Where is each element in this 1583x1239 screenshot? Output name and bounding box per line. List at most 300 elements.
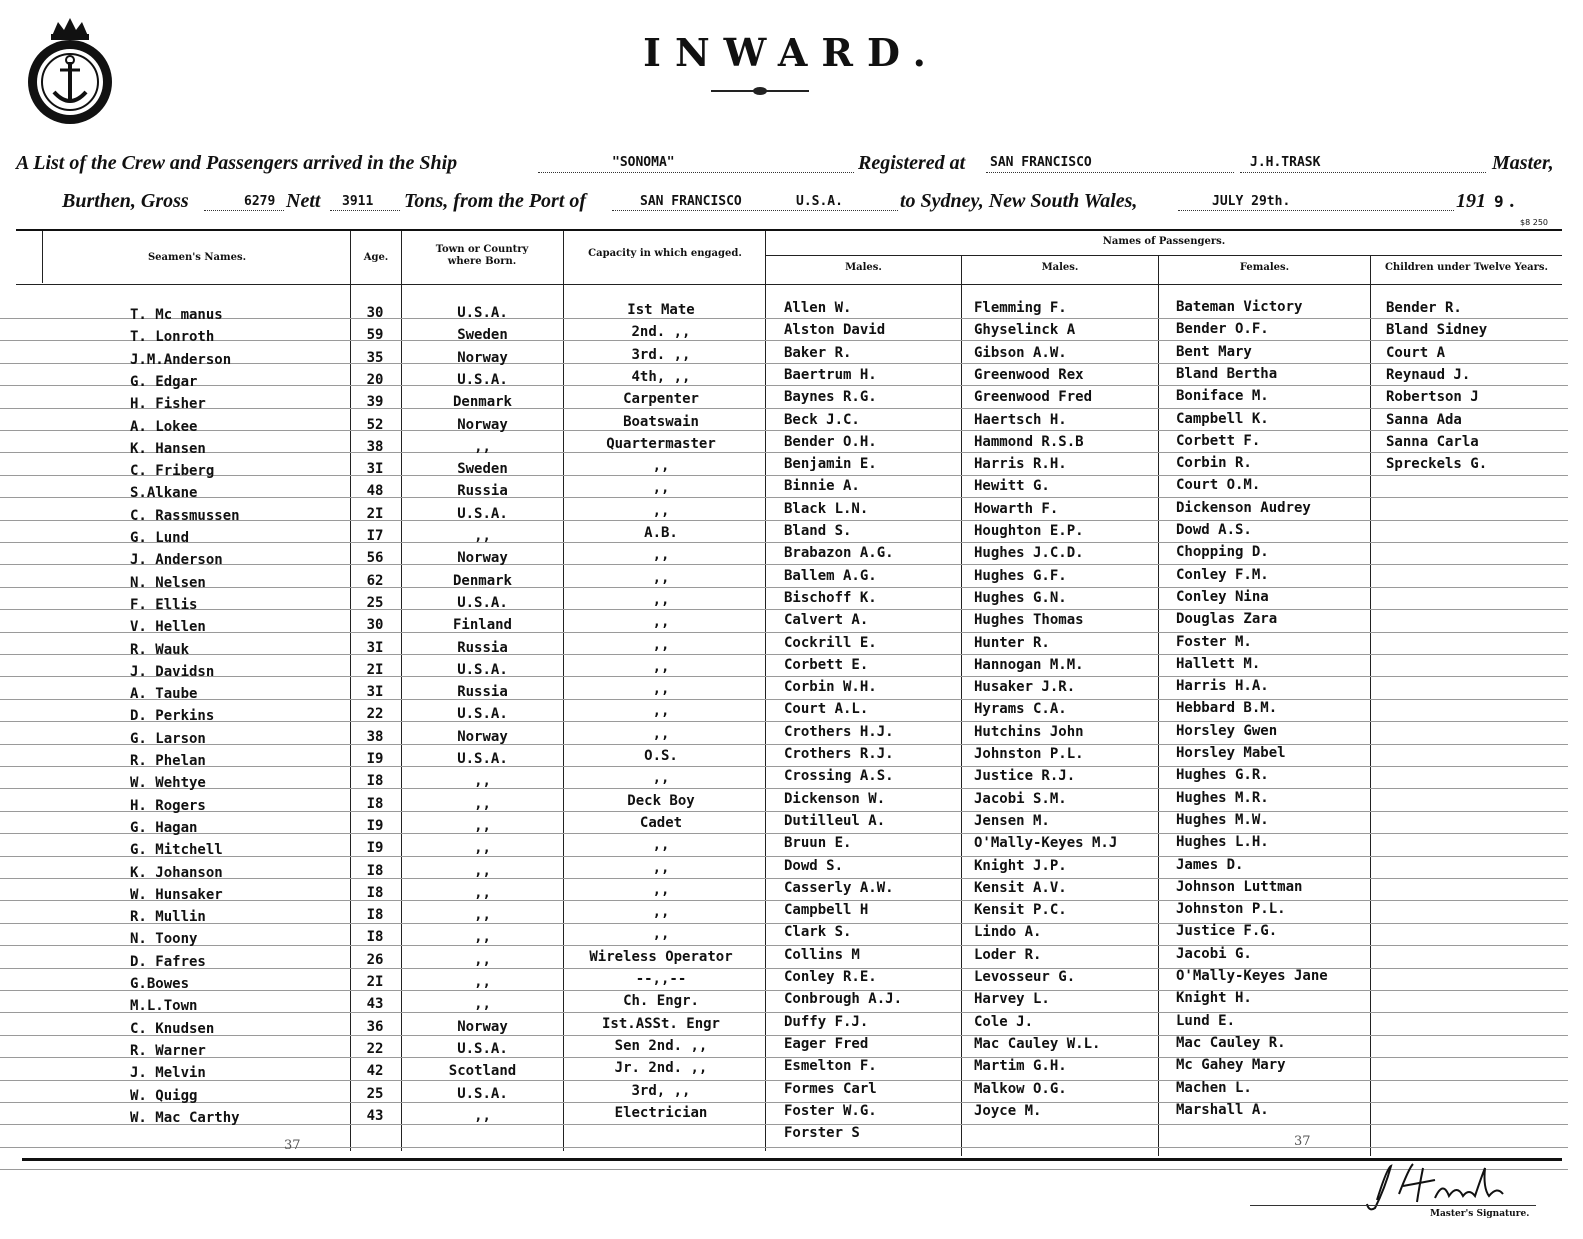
crew-born: ,, <box>474 862 491 879</box>
crew-capacity: ,, <box>652 703 670 720</box>
crew-age: 25 <box>366 1085 384 1102</box>
passenger-child-name: Court A <box>1386 344 1446 361</box>
table-bottom-rule <box>22 1158 1562 1161</box>
passenger-female-name: Marshall A. <box>1176 1101 1269 1118</box>
crew-capacity: Quartermaster <box>606 435 716 452</box>
crew-capacity: ,, <box>652 480 670 497</box>
crew-name: G. Hagan <box>130 819 198 836</box>
table-top-rule <box>16 229 1562 231</box>
crew-capacity: ,, <box>652 614 670 631</box>
crew-born: ,, <box>474 929 491 946</box>
crew-name: T. Mc manus <box>130 307 223 323</box>
crew-born: U.S.A. <box>457 371 508 388</box>
crew-name: J. Anderson <box>130 552 223 569</box>
crew-capacity: Ist.ASSt. Engr <box>601 1015 720 1032</box>
passenger-male-name: Formes Carl <box>784 1080 877 1097</box>
passenger-male-name: Hyrams C.A. <box>974 701 1067 718</box>
crew-capacity: ,, <box>652 636 670 653</box>
passenger-male-name: Corbin W.H. <box>784 679 877 696</box>
passenger-male-name: Dickenson W. <box>784 790 886 807</box>
crew-capacity: ,, <box>652 859 670 876</box>
passenger-male-name: Mac Cauley W.L. <box>974 1035 1101 1052</box>
passenger-female-name: Mc Gahey Mary <box>1176 1057 1286 1074</box>
passenger-male-name: Casserly A.W. <box>784 879 894 896</box>
passenger-male-name: Hughes Thomas <box>974 612 1084 629</box>
header-label-destination: to Sydney, New South Wales, <box>900 190 1138 212</box>
crew-born: U.S.A. <box>457 1040 508 1057</box>
crew-name: W. Hunsaker <box>130 886 223 903</box>
crew-age: 52 <box>366 416 384 433</box>
crew-capacity: O.S. <box>644 748 678 764</box>
passenger-male-name: Hewitt G. <box>974 478 1050 495</box>
crew-age: I8 <box>366 862 384 879</box>
crew-name: A. Lokee <box>130 418 198 435</box>
crew-name: J. Melvin <box>130 1065 206 1082</box>
passenger-male-name: Hutchins John <box>974 723 1084 740</box>
crew-born: U.S.A. <box>457 594 508 611</box>
crew-born: U.S.A. <box>457 661 508 678</box>
crew-capacity: ,, <box>652 569 670 586</box>
nett-tons: 3911 <box>342 194 374 209</box>
crew-name: W. Mac Carthy <box>130 1109 240 1126</box>
crew-capacity: 4th, ,, <box>631 368 691 385</box>
crew-age: 38 <box>366 728 384 745</box>
passenger-male-name: Justice R.J. <box>974 768 1076 785</box>
passenger-female-name: Corbin R. <box>1176 455 1252 472</box>
crew-age: I8 <box>366 773 384 790</box>
crew-age: I9 <box>366 840 384 857</box>
crew-age: 30 <box>366 617 384 634</box>
passenger-male-name: Conbrough A.J. <box>784 991 903 1008</box>
crew-capacity: Electrician <box>614 1104 708 1121</box>
passenger-male-name: Jensen M. <box>974 812 1050 829</box>
header-label-burthen: Burthen, Gross <box>62 190 189 212</box>
passenger-male-name: Levosseur G. <box>974 969 1076 985</box>
crew-born: ,, <box>474 840 491 857</box>
crew-name: C. Friberg <box>130 463 215 480</box>
passenger-male-name: Allen W. <box>784 300 852 316</box>
crew-capacity: Wireless Operator <box>589 948 733 965</box>
crew-name: V. Hellen <box>130 619 206 636</box>
passenger-child-name: Bland Sidney <box>1386 322 1488 339</box>
col-age: Age. <box>363 252 389 263</box>
col-males-1: Males. <box>845 262 882 273</box>
passenger-male-name: Baertrum H. <box>784 366 877 383</box>
passenger-male-name: O'Mally-Keyes M.J <box>974 835 1118 852</box>
crew-age: 3I <box>366 639 384 656</box>
crew-capacity: 2nd. ,, <box>631 324 691 341</box>
passenger-child-name: Reynaud J. <box>1386 366 1471 383</box>
col-males-2: Males. <box>1041 262 1079 273</box>
passenger-female-name: Conley F.M. <box>1176 566 1269 583</box>
passenger-male-name: Bender O.H. <box>784 433 877 450</box>
crew-born: Denmark <box>452 394 512 411</box>
crew-capacity: Ist Mate <box>627 302 695 318</box>
passenger-female-name: Boniface M. <box>1176 388 1269 405</box>
crew-born: Russia <box>457 639 508 656</box>
crew-name: D. Fafres <box>130 953 206 970</box>
passenger-male-name: Haertsch H. <box>974 411 1067 428</box>
passenger-male-name: Collins M <box>784 946 860 963</box>
passenger-female-name: Bateman Victory <box>1176 299 1303 315</box>
crew-age: 56 <box>366 550 384 567</box>
passenger-female-name: Horsley Mabel <box>1176 745 1286 761</box>
crew-born: U.S.A. <box>457 305 508 321</box>
passenger-male-name: Eager Fred <box>784 1035 869 1052</box>
crew-capacity: ,, <box>652 502 670 519</box>
crew-name: G. Lund <box>130 530 190 546</box>
passenger-male-name: Hannogan M.M. <box>974 656 1084 673</box>
passenger-male-name: Campbell H <box>784 902 869 919</box>
registered-port: SAN FRANCISCO <box>990 155 1092 170</box>
crew-born: U.S.A. <box>457 1085 508 1102</box>
passenger-female-name: Lund E. <box>1176 1012 1236 1029</box>
passenger-female-name: Foster M. <box>1176 633 1252 650</box>
passenger-female-name: Horsley Gwen <box>1176 722 1278 739</box>
crew-born: ,, <box>474 773 491 790</box>
crew-name: G.Bowes <box>130 976 190 992</box>
header-label-registered: Registered at <box>858 152 966 174</box>
passenger-female-name: Campbell K. <box>1176 410 1269 427</box>
crew-born: ,, <box>474 528 491 544</box>
crew-born: Sweden <box>457 461 508 478</box>
crew-born: Denmark <box>452 572 512 589</box>
header-label-list: A List of the Crew and Passengers arrived in the Ship <box>16 152 458 174</box>
females-total-note: 37 <box>1294 1134 1311 1149</box>
crew-age: I9 <box>366 817 384 834</box>
passenger-child-name: Robertson J <box>1386 389 1479 406</box>
passenger-female-name: James D. <box>1176 856 1244 873</box>
crew-capacity: ,, <box>652 926 670 943</box>
crew-age: 22 <box>366 1040 384 1057</box>
passenger-female-name: Hebbard B.M. <box>1176 700 1278 717</box>
passenger-female-name: Johnson Luttman <box>1176 878 1303 895</box>
crew-capacity: ,, <box>652 681 670 698</box>
passenger-male-name: Baker R. <box>784 344 852 361</box>
passenger-male-name: Court A.L. <box>784 701 869 718</box>
crew-capacity: 3rd. ,, <box>631 346 691 363</box>
passenger-male-name: Hunter R. <box>974 634 1050 651</box>
passenger-female-name: Hughes M.R. <box>1176 789 1269 806</box>
passenger-male-name: Black L.N. <box>784 500 869 517</box>
passenger-male-name: Loder R. <box>974 946 1042 963</box>
col-born: Town or Country where Born. <box>435 244 529 267</box>
crew-born: U.S.A. <box>457 751 508 767</box>
crew-born: ,, <box>474 907 491 924</box>
document-title: INWARD. <box>643 30 940 75</box>
passenger-male-name: Kensit A.V. <box>974 879 1067 896</box>
header-label-port: Tons, from the Port of <box>404 190 587 212</box>
crew-capacity: ,, <box>652 725 670 742</box>
passenger-female-name: Hughes M.W. <box>1176 811 1269 828</box>
departure-country: U.S.A. <box>796 194 843 209</box>
crew-name: K. Johanson <box>130 864 223 881</box>
crew-capacity: Ch. Engr. <box>623 993 699 1010</box>
passenger-male-name: Joyce M. <box>974 1102 1042 1119</box>
crew-name: N. Toony <box>130 931 198 948</box>
crew-name: J.M.Anderson <box>130 351 232 368</box>
passenger-female-name: Dowd A.S. <box>1176 522 1252 538</box>
crew-born: ,, <box>474 795 491 812</box>
crew-age: 35 <box>366 349 384 366</box>
passenger-male-name: Harris R.H. <box>974 456 1067 473</box>
crew-capacity: ,, <box>652 658 670 675</box>
passenger-male-name: Baynes R.G. <box>784 389 877 406</box>
crew-born: Russia <box>457 483 508 500</box>
passenger-child-name: Sanna Carla <box>1386 433 1479 450</box>
crew-born: Scotland <box>448 1063 517 1080</box>
row-rule <box>0 1147 1568 1148</box>
crew-born: ,, <box>474 1107 491 1124</box>
passenger-female-name: Hughes L.H. <box>1176 834 1269 851</box>
passenger-child-name: Spreckels G. <box>1386 456 1488 473</box>
gross-tons: 6279 <box>244 194 276 209</box>
crew-name: R. Phelan <box>130 753 206 769</box>
crew-capacity: Carpenter <box>623 391 699 408</box>
passenger-male-name: Ballem A.G. <box>784 567 877 584</box>
passenger-male-name: Binnie A. <box>784 478 860 495</box>
passenger-male-name: Dowd S. <box>784 857 844 874</box>
crew-age: I8 <box>366 884 384 901</box>
passenger-female-name: Knight H. <box>1176 990 1252 1007</box>
header-label-nett: Nett <box>286 190 321 212</box>
crew-name: W. Wehtye <box>130 775 206 792</box>
passenger-child-name: Sanna Ada <box>1386 411 1462 428</box>
crew-capacity: Sen 2nd. ,, <box>614 1037 708 1054</box>
crew-name: H. Fisher <box>130 396 206 413</box>
crew-born: Norway <box>457 550 508 567</box>
crew-born: ,, <box>474 438 491 455</box>
passenger-child-name: Bender R. <box>1386 300 1462 316</box>
crew-age: I7 <box>366 528 384 544</box>
crew-born: ,, <box>474 817 491 834</box>
col-females: Females. <box>1239 262 1290 273</box>
crew-age: 20 <box>366 371 384 388</box>
passenger-male-name: Martim G.H. <box>974 1058 1067 1075</box>
passenger-male-name: Crothers R.J. <box>784 746 894 762</box>
crew-capacity: ,, <box>652 591 670 608</box>
crew-born: ,, <box>474 996 491 1013</box>
crew-name: R. Wauk <box>130 641 190 658</box>
passenger-male-name: Clark S. <box>784 924 852 941</box>
crew-born: U.S.A. <box>457 505 508 522</box>
crew-born: U.S.A. <box>457 706 508 723</box>
passenger-male-name: Hughes G.N. <box>974 589 1067 606</box>
passenger-female-name: Mac Cauley R. <box>1176 1034 1286 1051</box>
passenger-male-name: Hammond R.S.B <box>974 433 1084 450</box>
passenger-male-name: Bischoff K. <box>784 589 877 606</box>
crew-born: Russia <box>457 684 508 701</box>
title-ornament <box>711 90 809 92</box>
crew-age: 48 <box>366 483 384 500</box>
crew-capacity: 3rd, ,, <box>631 1082 691 1099</box>
passenger-male-name: Crossing A.S. <box>784 768 894 785</box>
passenger-female-name: Conley Nina <box>1176 588 1269 605</box>
passenger-male-name: Gibson A.W. <box>974 344 1067 361</box>
crew-age: 3I <box>366 461 384 478</box>
crew-age: I8 <box>366 929 384 946</box>
passenger-female-name: Bland Bertha <box>1176 365 1278 382</box>
passenger-female-name: Bender O.F. <box>1176 321 1269 338</box>
departure-port: SAN FRANCISCO <box>640 194 742 209</box>
passenger-male-name: Calvert A. <box>784 612 869 629</box>
passenger-male-name: Greenwood Fred <box>974 389 1093 406</box>
passenger-male-name: Hughes G.F. <box>974 567 1067 584</box>
passenger-female-name: Court O.M. <box>1176 477 1261 494</box>
crew-name: G. Edgar <box>130 373 198 390</box>
crew-name: T. Lonroth <box>130 329 215 346</box>
crew-age: 43 <box>366 1107 384 1124</box>
passenger-male-name: Kensit P.C. <box>974 902 1067 919</box>
crew-age: 2I <box>366 661 384 678</box>
year-prefix: 191 <box>1456 190 1486 212</box>
row-rule <box>0 1169 1568 1170</box>
passenger-male-name: Husaker J.R. <box>974 679 1076 696</box>
crew-born: ,, <box>474 974 491 990</box>
passenger-male-name: Harvey L. <box>974 991 1050 1008</box>
crew-born: ,, <box>474 951 491 968</box>
passenger-male-name: Benjamin E. <box>784 456 877 473</box>
crew-name: S.Alkane <box>130 485 198 502</box>
crew-age: 38 <box>366 438 384 455</box>
crew-age: I9 <box>366 751 384 767</box>
passenger-male-name: Brabazon A.G. <box>784 545 894 562</box>
passenger-male-name: Foster W.G. <box>784 1102 877 1119</box>
signature-label: Master's Signature. <box>1430 1209 1530 1219</box>
passenger-male-name: Bruun E. <box>784 835 852 852</box>
crew-capacity: Boatswain <box>623 413 699 430</box>
passenger-female-name: Chopping D. <box>1176 544 1269 561</box>
passenger-male-name: Duffy F.J. <box>784 1013 869 1030</box>
col-children: Children under Twelve Years. <box>1384 262 1549 273</box>
crew-capacity: ,, <box>652 837 670 854</box>
passenger-male-name: Howarth F. <box>974 500 1059 517</box>
crew-age: 43 <box>366 996 384 1013</box>
passenger-male-name: Ghyselinck A <box>974 322 1076 339</box>
year-dot: . <box>1510 190 1515 212</box>
crew-born: Norway <box>457 1018 508 1035</box>
crew-age: 3I <box>366 684 384 701</box>
crew-name: R. Mullin <box>130 909 206 926</box>
crew-born: Norway <box>457 349 508 366</box>
crew-name: H. Rogers <box>130 797 206 814</box>
crew-age: 26 <box>366 951 384 968</box>
crew-age: 2I <box>366 505 384 522</box>
crew-name: K. Hansen <box>130 440 206 457</box>
crew-capacity: ,, <box>652 881 670 898</box>
crew-born: Finland <box>452 617 512 634</box>
passenger-male-name: Greenwood Rex <box>974 366 1084 383</box>
passenger-male-name: Conley R.E. <box>784 969 877 985</box>
crew-capacity: A.B. <box>644 525 678 541</box>
crew-age: 30 <box>366 305 384 321</box>
passenger-male-name: Beck J.C. <box>784 411 860 428</box>
passenger-male-name: Bland S. <box>784 523 852 539</box>
passenger-male-name: Cole J. <box>974 1013 1034 1030</box>
col-passengers: Names of Passengers. <box>1102 236 1226 247</box>
crew-age: 42 <box>366 1063 384 1080</box>
passenger-male-name: Hughes J.C.D. <box>974 545 1084 562</box>
passenger-male-name: Forster S <box>784 1125 860 1142</box>
passenger-female-name: Johnston P.L. <box>1176 901 1286 918</box>
crew-capacity: ,, <box>652 547 670 564</box>
passenger-male-name: Cockrill E. <box>784 634 877 651</box>
crew-name: R. Warner <box>130 1042 206 1059</box>
passenger-female-name: Douglas Zara <box>1176 611 1278 628</box>
crew-name: N. Nelsen <box>130 574 206 591</box>
passenger-male-name: Knight J.P. <box>974 857 1067 874</box>
crew-capacity: Jr. 2nd. ,, <box>614 1060 708 1077</box>
crew-name: G. Mitchell <box>130 842 223 859</box>
crew-age: 2I <box>366 974 384 990</box>
passenger-female-name: Hughes G.R. <box>1176 767 1269 784</box>
passenger-male-name: Alston David <box>784 322 886 339</box>
crew-name: J. Davidsn <box>130 663 215 680</box>
crew-capacity: --,,-- <box>635 971 687 987</box>
crew-born: Sweden <box>457 327 508 344</box>
year-digit: 9 <box>1494 192 1504 211</box>
master-name: J.H.TRASK <box>1250 155 1321 170</box>
crew-age: I8 <box>366 907 384 924</box>
crew-capacity: Cadet <box>639 814 683 831</box>
col-seamen-names: Seamen's Names. <box>147 252 247 263</box>
crew-capacity: Deck Boy <box>627 792 695 809</box>
passenger-male-name: Esmelton F. <box>784 1058 877 1075</box>
passenger-female-name: Jacobi G. <box>1176 945 1252 962</box>
passenger-female-name: Harris H.A. <box>1176 678 1269 695</box>
crew-age: 22 <box>366 706 384 723</box>
crew-age: 36 <box>366 1018 384 1035</box>
passenger-male-name: Dutilleul A. <box>784 812 886 829</box>
crew-name: C. Rassmussen <box>130 507 240 524</box>
passenger-male-name: Jacobi S.M. <box>974 790 1067 807</box>
form-number: $8 250 <box>1520 218 1548 227</box>
crew-name: W. Quigg <box>130 1087 198 1104</box>
crew-name: F. Ellis <box>130 596 198 613</box>
crew-age: 62 <box>366 572 384 589</box>
passenger-male-name: Crothers H.J. <box>784 723 894 740</box>
crew-born: Norway <box>457 416 508 433</box>
crew-age: I8 <box>366 795 384 812</box>
crew-name: M.L.Town <box>130 998 198 1015</box>
header-label-master: Master, <box>1492 152 1554 174</box>
crew-age: 25 <box>366 594 384 611</box>
passenger-male-name: Lindo A. <box>974 924 1042 941</box>
passenger-male-name: Johnston P.L. <box>974 746 1084 762</box>
crew-born: Norway <box>457 728 508 745</box>
crew-capacity: ,, <box>652 770 670 787</box>
crew-age: 39 <box>366 394 384 411</box>
passenger-male-name: Houghton E.P. <box>974 523 1084 539</box>
passenger-female-name: Justice F.G. <box>1176 923 1278 940</box>
arrival-date: JULY 29th. <box>1212 194 1291 209</box>
crew-age: 59 <box>366 327 384 344</box>
crew-total-note: 37 <box>284 1138 301 1153</box>
passenger-female-name: Bent Mary <box>1176 343 1252 360</box>
passenger-female-name: Corbett F. <box>1176 432 1261 449</box>
passenger-female-name: Hallett M. <box>1176 655 1261 672</box>
passenger-male-name: Corbett E. <box>784 656 869 673</box>
crew-born: ,, <box>474 884 491 901</box>
crew-name: A. Taube <box>130 686 198 703</box>
crew-capacity: ,, <box>652 458 670 475</box>
crew-capacity: ,, <box>652 904 670 921</box>
passenger-female-name: O'Mally-Keyes Jane <box>1176 968 1328 984</box>
passenger-female-name: Machen L. <box>1176 1079 1252 1096</box>
crew-name: C. Knudsen <box>130 1020 215 1037</box>
crew-name: G. Larson <box>130 730 206 747</box>
passenger-male-name: Flemming F. <box>974 300 1067 316</box>
